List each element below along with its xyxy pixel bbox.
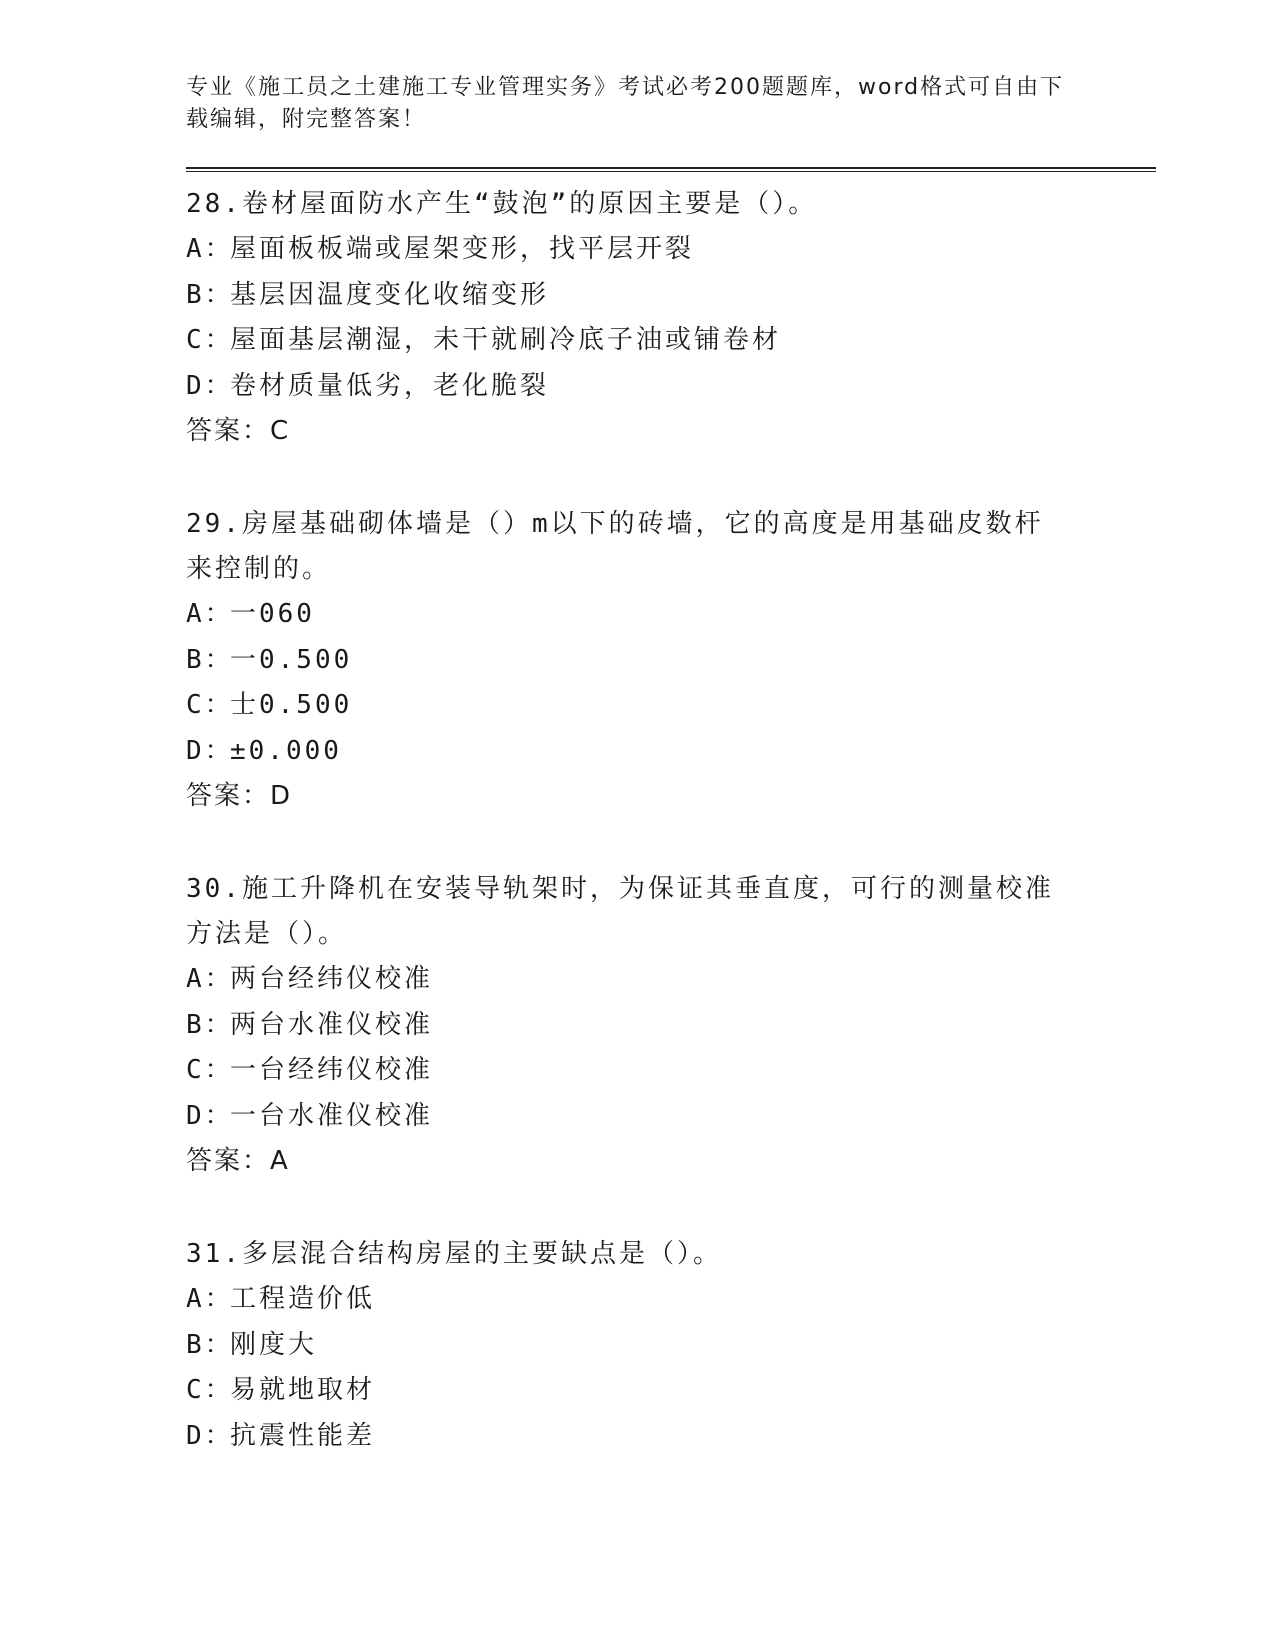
question-29: [186, 502, 1156, 819]
document-page: [186, 72, 1156, 1459]
question-28: [186, 182, 1156, 454]
option-d: [186, 729, 1156, 775]
question-31: [186, 1232, 1156, 1459]
option-a: [186, 592, 1156, 638]
question-title: 28.卷材屋面防水产生“鼓泡”的原因主要是（）。: [186, 189, 818, 219]
option-text: 屋面基层潮湿，未干就刷冷底子油或铺卷材: [230, 325, 782, 355]
option-c: [186, 683, 1156, 729]
option-text: 两台经纬仪校准: [230, 964, 434, 994]
option-text: 两台水准仪校准: [230, 1009, 434, 1040]
answer-line: 答案：C: [186, 416, 291, 446]
document-header: 专业《施工员之土建施工专业管理实务》考试必考200题题库，word格式可自由下载编辑，附完整答案！: [186, 75, 1065, 132]
option-a: [186, 957, 1156, 1003]
option-text: 易就地取材: [230, 1375, 376, 1405]
option-text: 工程造价低: [230, 1284, 376, 1314]
option-d: [186, 364, 1156, 410]
option-c: [186, 1368, 1156, 1414]
option-key: C：: [186, 690, 234, 720]
option-text: 一台经纬仪校准: [230, 1055, 434, 1085]
option-key: B：: [186, 1009, 234, 1040]
option-text: ±0.000: [230, 735, 342, 766]
option-key: D：: [186, 1100, 234, 1131]
option-key: D：: [186, 370, 234, 401]
option-d: [186, 1414, 1156, 1460]
question-title: 29.房屋基础砌体墙是（）m以下的砖墙，它的高度是用基础皮数杆来控制的。: [186, 509, 1044, 584]
option-text: 刚度大: [230, 1329, 318, 1360]
option-a: [186, 227, 1156, 273]
question-title: 31.多层混合结构房屋的主要缺点是（）。: [186, 1239, 722, 1269]
option-d: [186, 1094, 1156, 1140]
option-key: A：: [186, 599, 234, 629]
option-b: [186, 1003, 1156, 1049]
option-key: B：: [186, 1329, 234, 1360]
option-a: [186, 1277, 1156, 1323]
question-30: [186, 867, 1156, 1184]
answer-line: 答案：D: [186, 781, 293, 811]
option-key: A：: [186, 964, 234, 994]
option-b: [186, 638, 1156, 684]
option-key: D：: [186, 1420, 234, 1451]
option-text: 一0.500: [230, 644, 353, 675]
option-c: [186, 1048, 1156, 1094]
header-divider: [186, 167, 1156, 172]
question-title: 30.施工升降机在安装导轨架时，为保证其垂直度，可行的测量校准方法是（）。: [186, 874, 1054, 949]
option-text: 士0.500: [230, 690, 353, 720]
option-key: A：: [186, 234, 234, 264]
option-text: 基层因温度变化收缩变形: [230, 279, 550, 310]
option-key: A：: [186, 1284, 234, 1314]
option-text: 抗震性能差: [230, 1420, 376, 1451]
option-key: C：: [186, 1055, 234, 1085]
option-text: 一台水准仪校准: [230, 1100, 434, 1131]
option-text: 卷材质量低劣，老化脆裂: [230, 370, 550, 401]
option-b: [186, 1323, 1156, 1369]
option-c: [186, 318, 1156, 364]
option-text: 一060: [230, 599, 315, 629]
option-key: B：: [186, 644, 234, 675]
option-key: D：: [186, 735, 234, 766]
answer-line: 答案：A: [186, 1146, 290, 1176]
option-b: [186, 273, 1156, 319]
option-key: C：: [186, 325, 234, 355]
option-text: 屋面板板端或屋架变形，找平层开裂: [230, 234, 695, 264]
option-key: B：: [186, 279, 234, 310]
option-key: C：: [186, 1375, 234, 1405]
